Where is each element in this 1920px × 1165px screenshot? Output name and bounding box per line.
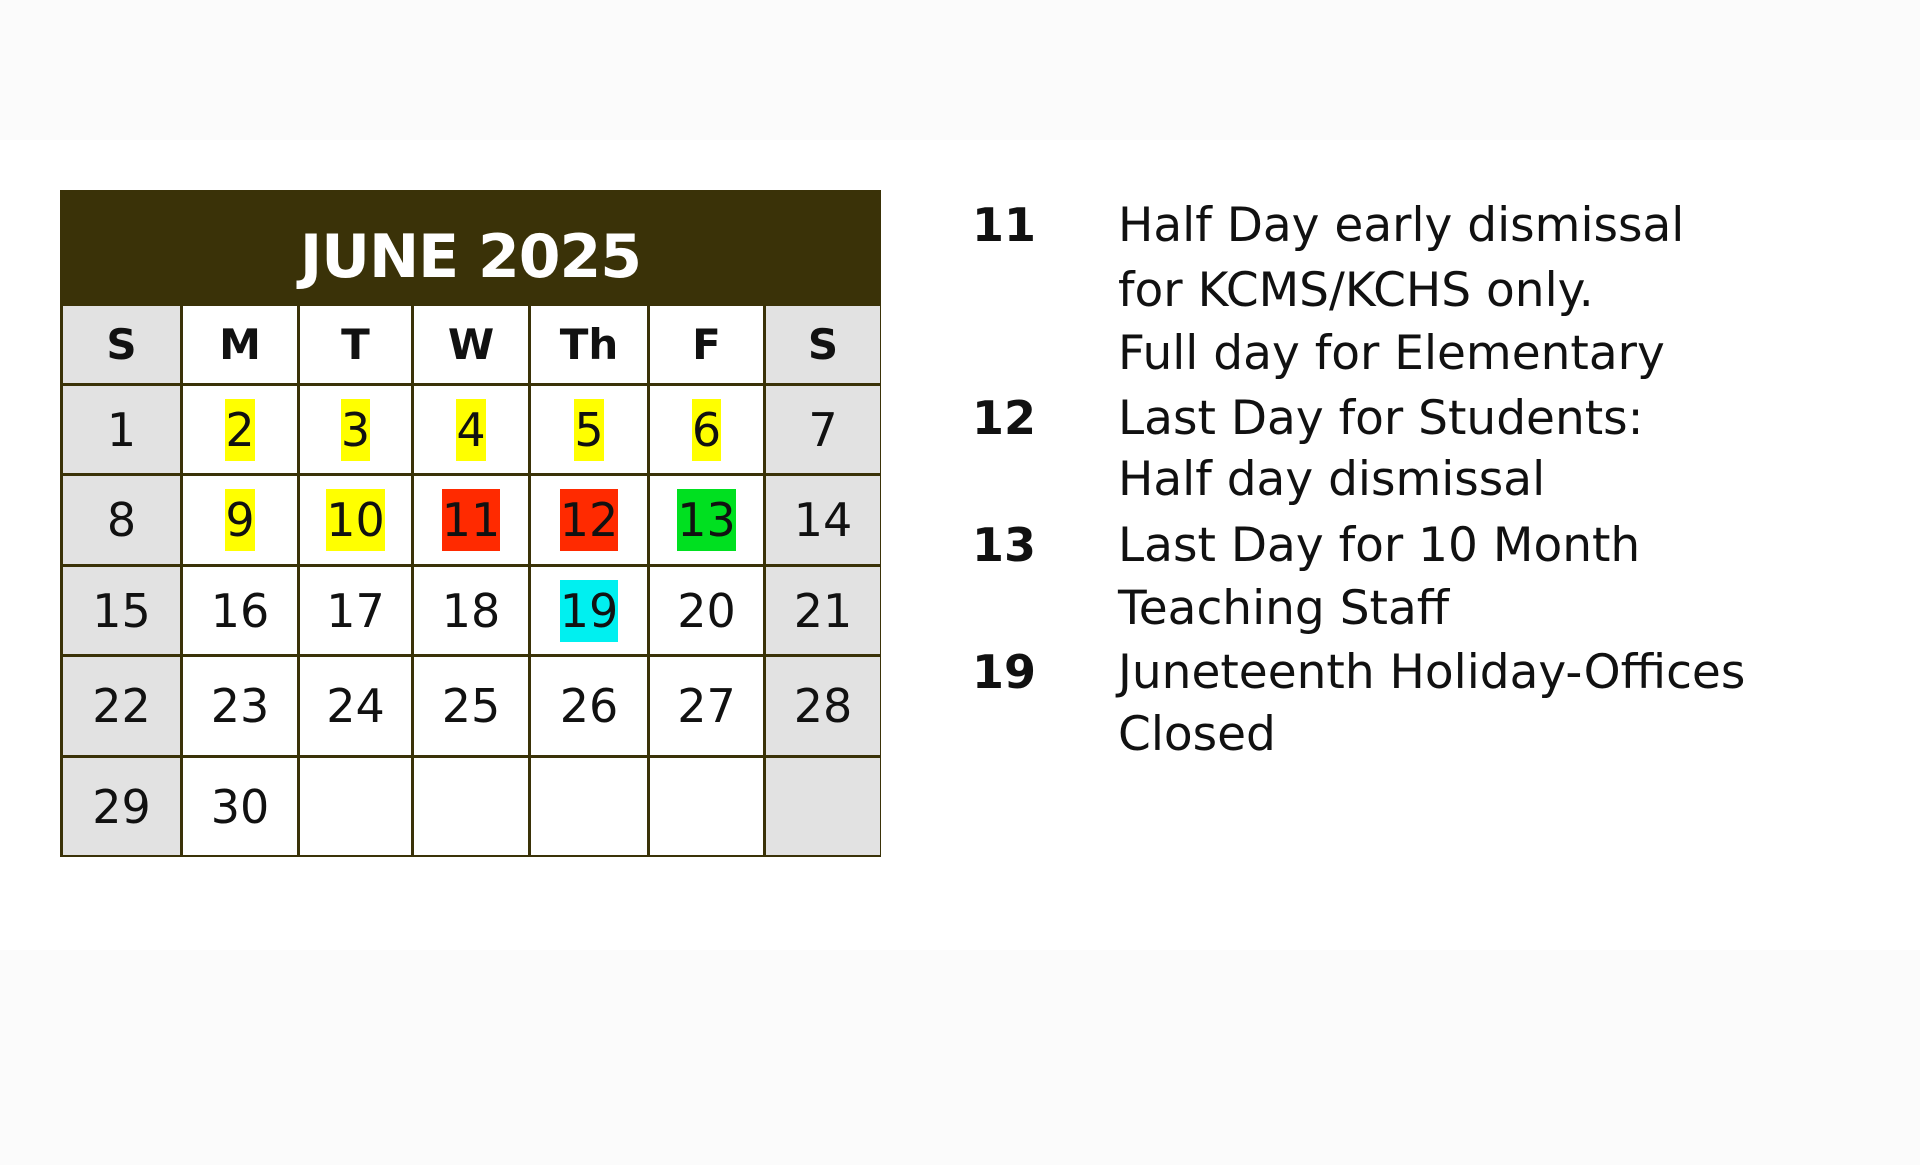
day-number: 24 — [326, 679, 385, 733]
day-cell — [300, 657, 411, 755]
day-number: 15 — [92, 583, 151, 638]
day-number: 30 — [210, 779, 270, 834]
day-number: 1 — [106, 402, 137, 457]
day-cell — [183, 476, 297, 564]
day-cell — [183, 386, 297, 473]
note-day-11: 11 — [972, 198, 1037, 252]
note-text-line: Last Day for Students: — [1118, 391, 1644, 446]
note-text-line: Full day for Elementary — [1118, 326, 1665, 381]
day-cell — [414, 386, 528, 473]
day-number: 7 — [808, 402, 838, 457]
day-cell — [183, 567, 297, 654]
day-number: 13 — [677, 489, 736, 551]
day-number: 17 — [326, 583, 385, 638]
weekday-header-wednesday: W — [414, 306, 528, 383]
day-cell — [766, 386, 880, 473]
day-cell — [650, 567, 763, 654]
day-cell — [300, 476, 411, 564]
day-cell — [531, 657, 647, 755]
weekday-header-monday: M — [183, 306, 297, 383]
day-cell — [531, 567, 647, 654]
day-cell — [766, 476, 880, 564]
day-number: 28 — [793, 679, 853, 733]
empty-day-cell — [650, 758, 763, 855]
note-text-line: Juneteenth Holiday-Offices — [1118, 645, 1746, 700]
weekday-header-saturday: S — [766, 306, 880, 383]
note-text-line: for KCMS/KCHS only. — [1118, 263, 1594, 318]
day-cell — [63, 386, 180, 473]
day-number: 4 — [456, 399, 485, 461]
day-number: 6 — [692, 399, 721, 461]
note-text-line: Teaching Staff — [1118, 581, 1450, 636]
day-cell — [300, 386, 411, 473]
day-number: 20 — [677, 583, 736, 638]
day-cell — [650, 386, 763, 473]
day-cell — [414, 567, 528, 654]
day-cell — [183, 657, 297, 755]
day-number: 16 — [210, 583, 270, 638]
empty-day-cell — [766, 758, 880, 855]
day-number: 10 — [326, 489, 385, 551]
day-number: 25 — [441, 679, 501, 733]
weekday-header-thursday: Th — [531, 306, 647, 383]
note-text-line: Half Day early dismissal — [1118, 198, 1685, 253]
day-cell — [63, 657, 180, 755]
day-number: 11 — [442, 489, 501, 551]
calendar-grid — [63, 306, 878, 855]
note-text-line: Closed — [1118, 707, 1276, 762]
day-number: 18 — [441, 583, 501, 638]
day-number: 22 — [92, 679, 151, 733]
day-cell — [531, 476, 647, 564]
day-cell — [650, 657, 763, 755]
weekday-header-friday: F — [650, 306, 763, 383]
day-number: 8 — [106, 493, 137, 547]
calendar-title: JUNE 2025 — [299, 222, 642, 292]
day-number: 14 — [793, 493, 853, 547]
day-number: 27 — [677, 679, 736, 733]
day-cell — [63, 567, 180, 654]
day-cell — [766, 567, 880, 654]
note-day-19: 19 — [972, 645, 1037, 699]
day-number: 5 — [574, 399, 603, 461]
day-cell — [414, 657, 528, 755]
day-cell — [414, 476, 528, 564]
day-number: 21 — [793, 583, 853, 638]
day-cell — [300, 567, 411, 654]
day-number: 9 — [225, 489, 254, 551]
day-number: 19 — [560, 580, 619, 642]
empty-day-cell — [531, 758, 647, 855]
day-cell — [650, 476, 763, 564]
day-number: 23 — [210, 679, 270, 733]
day-cell — [183, 758, 297, 855]
empty-day-cell — [414, 758, 528, 855]
day-cell — [531, 386, 647, 473]
day-cell — [63, 758, 180, 855]
empty-day-cell — [300, 758, 411, 855]
note-day-12: 12 — [972, 391, 1037, 445]
day-number: 3 — [341, 399, 370, 461]
june-calendar — [60, 190, 881, 857]
day-cell — [766, 657, 880, 755]
note-text-line: Half day dismissal — [1118, 452, 1546, 507]
weekday-header-tuesday: T — [300, 306, 411, 383]
weekday-header-sunday: S — [63, 306, 180, 383]
note-day-13: 13 — [972, 518, 1037, 572]
day-cell — [63, 476, 180, 564]
day-number: 26 — [559, 679, 619, 733]
day-number: 2 — [225, 399, 254, 461]
note-text-line: Last Day for 10 Month — [1118, 518, 1641, 573]
day-number: 29 — [92, 779, 151, 834]
day-number: 12 — [560, 489, 619, 551]
